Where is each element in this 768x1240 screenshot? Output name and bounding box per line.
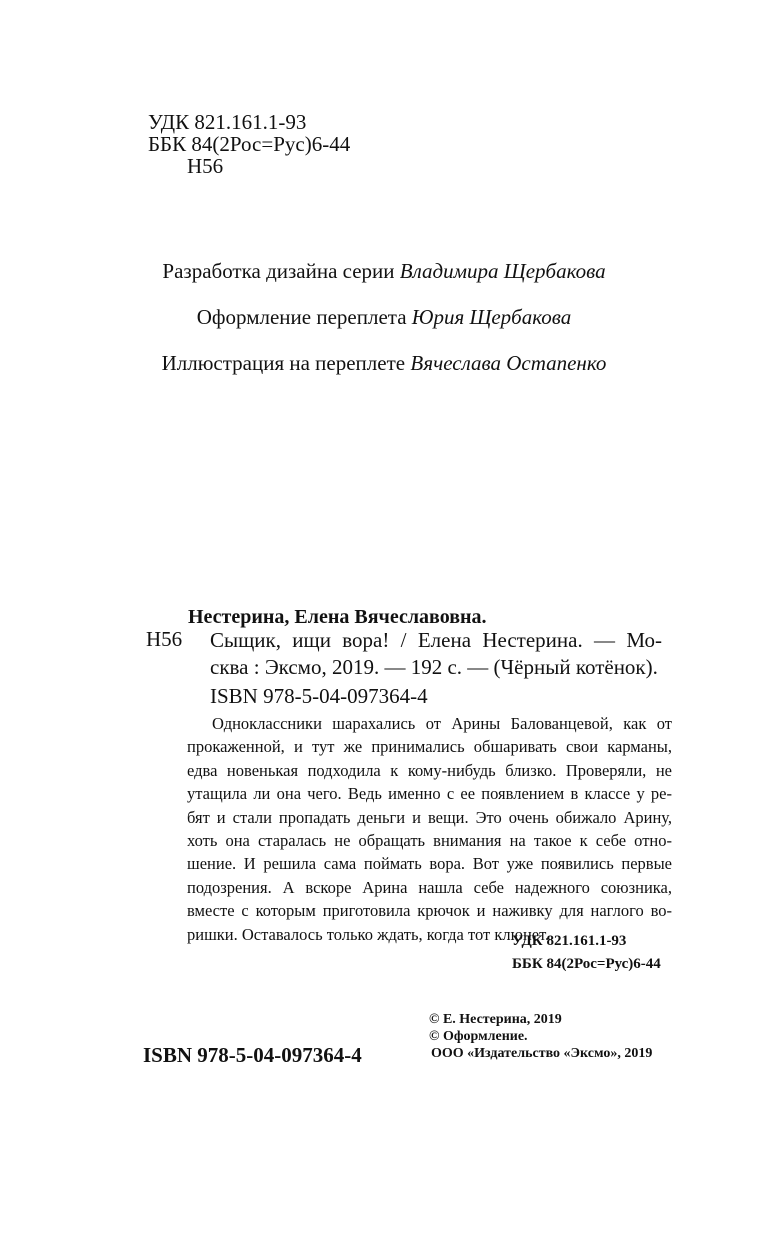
credit-cover-illustration [0, 351, 768, 376]
annotation-line: прокаженной, и тут же принимались обшаривать свои карманы, [187, 737, 672, 757]
bbk-code: ББК 84(2Рос=Рус)6-44 [148, 132, 351, 156]
annotation-line: хоть она старалась не обращать внимания на такое к себе отно- [187, 831, 672, 851]
annotation-line: ришки. Оставалось только ждать, когда тот клюнет. [187, 924, 550, 944]
bib-line: Сыщик, ищи вора! / Елена Нестерина. — Мо- [210, 628, 662, 652]
annotation-line: шение. И решила сама поймать вора. Вот уже появились первые [187, 854, 672, 874]
copyright-block [429, 1011, 652, 1062]
annotation [187, 712, 672, 946]
bib-line: сква : Эксмо, 2019. — 192 с. — (Чёрный котёнок). [210, 655, 658, 679]
classification-codes [148, 111, 350, 177]
copyright-line: © Е. Нестерина, 2019 [429, 1012, 562, 1027]
copyright-line: ООО «Издательство «Эксмо», 2019 [431, 1046, 653, 1061]
credit-label: Иллюстрация на переплете [161, 351, 406, 375]
annotation-codes [512, 930, 661, 976]
annotation-line: бят и стали пропадать деньги и вещи. Это очень обижало Арину, [187, 807, 672, 827]
bbk-code: ББК 84(2Рос=Рус)6-44 [512, 956, 661, 972]
annotation-line: подозрения. А вскоре Арина нашла себе надежного союзника, [187, 877, 672, 897]
credit-binding-design [0, 305, 768, 330]
bottom-isbn: ISBN 978-5-04-097364-4 [143, 1043, 362, 1067]
bib-isbn: ISBN 978-5-04-097364-4 [210, 684, 428, 708]
credit-label: Оформление переплета [196, 305, 407, 329]
copyright-line: © Оформление. [429, 1029, 528, 1044]
annotation-line: едва новенькая подходила к кому-нибудь близко. Проверяли, не [187, 760, 672, 780]
annotation-line: вместе с которым приготовила крючок и наживку для наглого во- [187, 901, 672, 921]
credit-series-design [0, 259, 768, 284]
credit-name: Вячеслава Остапенко [410, 351, 607, 375]
credit-name: Владимира Щербакова [399, 259, 606, 283]
annotation-line: Одноклассники шарахались от Арины Балованцевой, как от [212, 714, 672, 733]
udc-code: УДК 821.161.1-93 [512, 933, 627, 949]
udc-code: УДК 821.161.1-93 [148, 110, 307, 134]
bib-author-mark: Н56 [146, 627, 183, 651]
book-author: Нестерина, Елена Вячеславовна. [188, 606, 487, 628]
bibliographic-description [210, 627, 662, 681]
annotation-line: утащила ли она чего. Ведь именно с ее появлением в классе у ре- [187, 784, 672, 804]
credit-label: Разработка дизайна серии [162, 259, 395, 283]
author-mark: Н56 [187, 154, 224, 178]
credit-name: Юрия Щербакова [411, 305, 572, 329]
